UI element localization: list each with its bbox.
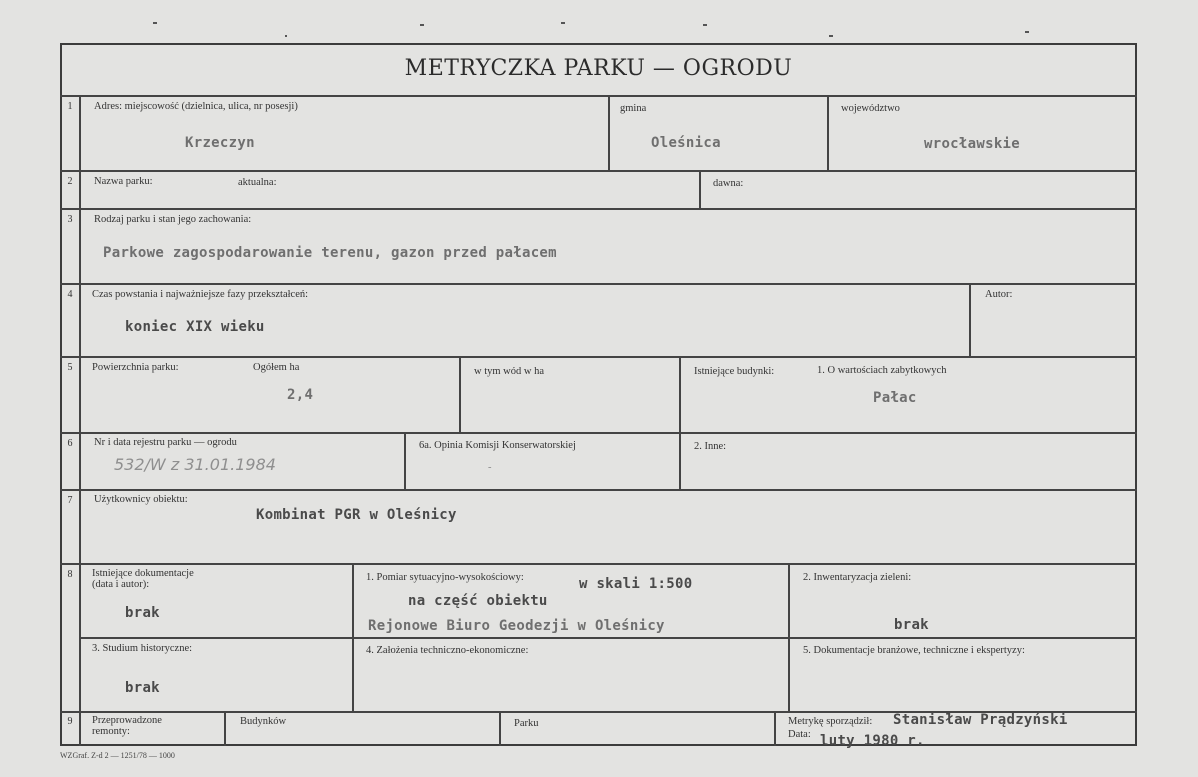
former-name-label: dawna: [713,178,744,189]
author-label: Autor: [985,289,1013,300]
park-name-label: Nazwa parku: [94,176,153,187]
prepared-by-value: Stanisław Prądzyński [893,712,1068,728]
greenery-inventory-label: 2. Inwentaryzacja zieleni: [803,572,912,583]
speck [153,22,157,24]
row-divider [80,637,1137,639]
buildings-renovation-label: Budynków [240,716,287,727]
water-area-label: w tym wód w ha [474,366,544,377]
cell-divider [459,356,461,433]
cell-divider [224,711,226,746]
voivodeship-value: wrocławskie [924,136,1021,152]
speck [703,24,707,26]
register-value: 532/W z 31.01.1984 [114,455,276,474]
park-type-label: Rodzaj parku i stan jego zachowania: [94,214,252,225]
register-label: Nr i data rejestru parku — ogrodu [94,437,237,448]
row-number: 1 [67,101,73,112]
survey-scale: w skali 1:500 [579,576,693,592]
cell-divider [699,170,701,209]
address-label: Adres: miejscowość (dzielnica, ulica, nr posesji) [94,101,298,112]
number-column-divider [79,95,81,746]
documentation-label-2: (data i autor): [92,579,150,590]
row-divider [60,356,1137,358]
cell-divider [404,432,406,490]
speck [285,35,287,37]
users-label: Użytkownicy obiektu: [94,494,188,505]
row-divider [60,432,1137,434]
prepared-by-label: Metrykę sporządził: [788,716,873,727]
survey-label: 1. Pomiar sytuacyjno-wysokościowy: [366,572,524,583]
gmina-label: gmina [620,103,647,114]
existing-buildings-label: Istniejące budynki: [694,366,775,377]
row-number: 6 [67,438,73,449]
cell-divider [827,95,829,171]
cell-divider [608,95,610,171]
creation-time-label: Czas powstania i najważniejsze fazy przekształceń: [92,289,309,300]
current-name-label: aktualna: [238,177,277,188]
survey-extent: na część obiektu [408,593,548,609]
gmina-value: Oleśnica [651,135,721,151]
date-value: luty 1980 r. [820,733,925,749]
historical-study-value: brak [125,680,160,696]
branch-documentation-label: 5. Dokumentacje branżowe, techniczne i ekspertyzy: [803,645,1025,656]
row-number: 3 [67,214,73,225]
cell-divider [969,283,971,357]
historic-value-label: 1. O wartościach zabytkowych [817,365,947,376]
address-value: Krzeczyn [185,135,255,151]
documentation-label: Istniejące dokumentacje [92,568,194,579]
row-number: 9 [67,716,73,727]
row-divider [60,170,1137,172]
total-area-label: Ogółem ha [253,362,300,373]
voivodeship-label: województwo [841,103,900,114]
date-label: Data: [788,729,811,740]
technical-assumptions-label: 4. Założenia techniczno-ekonomiczne: [366,645,529,656]
cell-divider [352,563,354,712]
historic-building-value: Pałac [873,390,917,406]
survey-author: Rejonowe Biuro Geodezji w Oleśnicy [368,618,665,634]
speck [561,22,565,24]
documentation-value: brak [125,605,160,621]
cell-divider [499,711,501,746]
cell-divider [774,711,776,746]
park-renovation-label: Parku [514,718,539,729]
row-divider [60,283,1137,285]
cell-divider [679,356,681,433]
row-number: 8 [67,569,73,580]
creation-time-value: koniec XIX wieku [125,319,265,335]
historical-study-label: 3. Studium historyczne: [92,643,193,654]
row-divider [60,95,1137,97]
park-area-label: Powierzchnia parku: [92,362,179,373]
conservation-opinion-value: - [488,462,492,473]
row-number: 7 [67,495,73,506]
renovations-label-2: remonty: [92,726,130,737]
total-area-value: 2,4 [287,387,314,403]
row-divider [60,563,1137,565]
speck [829,35,833,37]
speck [420,24,424,26]
renovations-label: Przeprowadzone [92,715,162,726]
greenery-inventory-value: brak [894,617,929,633]
row-number: 4 [67,289,73,300]
other-buildings-label: 2. Inne: [694,441,727,452]
cell-divider [788,563,790,712]
row-divider [60,489,1137,491]
park-type-value: Parkowe zagospodarowanie terenu, gazon przed pałacem [103,245,557,261]
conservation-opinion-label: 6a. Opinia Komisji Konserwatorskiej [419,440,576,451]
row-number: 5 [67,362,73,373]
users-value: Kombinat PGR w Oleśnicy [256,507,457,523]
row-number: 2 [67,176,73,187]
speck [1025,31,1029,33]
print-footer: WZGraf. Z-d 2 — 1251/78 — 1000 [60,751,175,760]
cell-divider [679,432,681,490]
row-divider [60,208,1137,210]
form-title: METRYCZKA PARKU — OGRODU [404,56,793,81]
